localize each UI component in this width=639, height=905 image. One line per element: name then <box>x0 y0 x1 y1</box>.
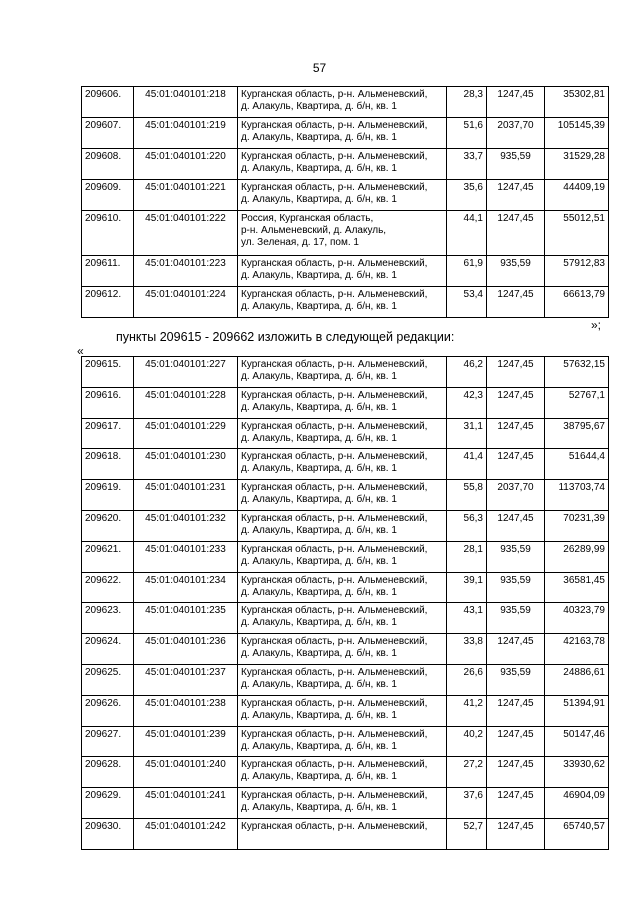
table-row <box>82 510 609 541</box>
table-row <box>82 634 609 665</box>
rate-value-cell: 1247,45 <box>487 695 545 726</box>
total-value-cell: 36581,45 <box>545 572 609 603</box>
table-row <box>82 287 609 318</box>
area-value-cell: 56,3 <box>447 510 487 541</box>
total-value-cell: 51394,91 <box>545 695 609 726</box>
rate-value-cell: 1247,45 <box>487 418 545 449</box>
area-value-cell: 33,7 <box>447 149 487 180</box>
rate-value-cell: 1247,45 <box>487 634 545 665</box>
row-number-cell: 209628. <box>82 757 134 788</box>
area-value-cell: 51,6 <box>447 118 487 149</box>
address-cell: Курганская область, р-н. Альменевский, д. Алакуль, Квартира, д. б/н, кв. 1 <box>238 149 447 180</box>
total-value-cell: 57912,83 <box>545 256 609 287</box>
rate-value-cell: 935,59 <box>487 149 545 180</box>
table-row <box>82 480 609 511</box>
address-cell: Курганская область, р-н. Альменевский, д. Алакуль, Квартира, д. б/н, кв. 1 <box>238 480 447 511</box>
rate-value-cell: 935,59 <box>487 541 545 572</box>
table-row <box>82 788 609 819</box>
cadastral-number-cell: 45:01:040101:228 <box>134 387 238 418</box>
row-number-cell: 209618. <box>82 449 134 480</box>
address-cell: Курганская область, р-н. Альменевский, д. Алакуль, Квартира, д. б/н, кв. 1 <box>238 788 447 819</box>
rate-value-cell: 1247,45 <box>487 726 545 757</box>
rate-value-cell: 1247,45 <box>487 757 545 788</box>
address-cell: Курганская область, р-н. Альменевский, д. Алакуль, Квартира, д. б/н, кв. 1 <box>238 603 447 634</box>
cadastral-number-cell: 45:01:040101:231 <box>134 480 238 511</box>
cadastral-number-cell: 45:01:040101:230 <box>134 449 238 480</box>
rate-value-cell: 1247,45 <box>487 211 545 256</box>
cadastral-number-cell: 45:01:040101:237 <box>134 664 238 695</box>
area-value-cell: 61,9 <box>447 256 487 287</box>
row-number-cell: 209625. <box>82 664 134 695</box>
area-value-cell: 55,8 <box>447 480 487 511</box>
cadastral-number-cell: 45:01:040101:242 <box>134 818 238 849</box>
address-cell: Курганская область, р-н. Альменевский, д. Алакуль, Квартира, д. б/н, кв. 1 <box>238 256 447 287</box>
cadastral-number-cell: 45:01:040101:227 <box>134 357 238 388</box>
address-cell: Курганская область, р-н. Альменевский, д. Алакуль, Квартира, д. б/н, кв. 1 <box>238 695 447 726</box>
total-value-cell: 26289,99 <box>545 541 609 572</box>
rate-value-cell: 1247,45 <box>487 387 545 418</box>
registry-table-2 <box>81 356 609 850</box>
table-row <box>82 149 609 180</box>
address-cell: Курганская область, р-н. Альменевский, д. Алакуль, Квартира, д. б/н, кв. 1 <box>238 87 447 118</box>
address-cell: Курганская область, р-н. Альменевский, д. Алакуль, Квартира, д. б/н, кв. 1 <box>238 287 447 318</box>
area-value-cell: 27,2 <box>447 757 487 788</box>
address-cell: Курганская область, р-н. Альменевский, д. Алакуль, Квартира, д. б/н, кв. 1 <box>238 664 447 695</box>
row-number-cell: 209621. <box>82 541 134 572</box>
rate-value-cell: 1247,45 <box>487 357 545 388</box>
row-number-cell: 209623. <box>82 603 134 634</box>
total-value-cell: 42163,78 <box>545 634 609 665</box>
cadastral-number-cell: 45:01:040101:229 <box>134 418 238 449</box>
table-row <box>82 757 609 788</box>
area-value-cell: 41,2 <box>447 695 487 726</box>
row-number-cell: 209622. <box>82 572 134 603</box>
cadastral-number-cell: 45:01:040101:220 <box>134 149 238 180</box>
cadastral-number-cell: 45:01:040101:235 <box>134 603 238 634</box>
cadastral-number-cell: 45:01:040101:241 <box>134 788 238 819</box>
table-row <box>82 818 609 849</box>
area-value-cell: 40,2 <box>447 726 487 757</box>
total-value-cell: 51644,4 <box>545 449 609 480</box>
address-cell: Курганская область, р-н. Альменевский, д. Алакуль, Квартира, д. б/н, кв. 1 <box>238 180 447 211</box>
total-value-cell: 46904,09 <box>545 788 609 819</box>
total-value-cell: 44409,19 <box>545 180 609 211</box>
address-cell: Курганская область, р-н. Альменевский, <box>238 818 447 849</box>
rate-value-cell: 935,59 <box>487 256 545 287</box>
total-value-cell: 113703,74 <box>545 480 609 511</box>
table-row <box>82 726 609 757</box>
area-value-cell: 43,1 <box>447 603 487 634</box>
area-value-cell: 37,6 <box>447 788 487 819</box>
address-cell: Курганская область, р-н. Альменевский, д. Алакуль, Квартира, д. б/н, кв. 1 <box>238 357 447 388</box>
row-number-cell: 209610. <box>82 211 134 256</box>
opening-quote: « <box>77 344 84 358</box>
address-cell: Курганская область, р-н. Альменевский, д. Алакуль, Квартира, д. б/н, кв. 1 <box>238 726 447 757</box>
cadastral-number-cell: 45:01:040101:219 <box>134 118 238 149</box>
row-number-cell: 209627. <box>82 726 134 757</box>
row-number-cell: 209608. <box>82 149 134 180</box>
total-value-cell: 105145,39 <box>545 118 609 149</box>
cadastral-number-cell: 45:01:040101:239 <box>134 726 238 757</box>
address-cell: Курганская область, р-н. Альменевский, д. Алакуль, Квартира, д. б/н, кв. 1 <box>238 387 447 418</box>
total-value-cell: 33930,62 <box>545 757 609 788</box>
address-cell: Курганская область, р-н. Альменевский, д. Алакуль, Квартира, д. б/н, кв. 1 <box>238 118 447 149</box>
rate-value-cell: 1247,45 <box>487 788 545 819</box>
rate-value-cell: 1247,45 <box>487 180 545 211</box>
address-cell: Курганская область, р-н. Альменевский, д. Алакуль, Квартира, д. б/н, кв. 1 <box>238 510 447 541</box>
rate-value-cell: 1247,45 <box>487 510 545 541</box>
registry-table-1 <box>81 86 609 318</box>
total-value-cell: 35302,81 <box>545 87 609 118</box>
total-value-cell: 38795,67 <box>545 418 609 449</box>
closing-quote: »; <box>591 318 602 332</box>
row-number-cell: 209612. <box>82 287 134 318</box>
rate-value-cell: 1247,45 <box>487 818 545 849</box>
area-value-cell: 31,1 <box>447 418 487 449</box>
table-row <box>82 357 609 388</box>
page-number: 57 <box>312 61 327 75</box>
row-number-cell: 209607. <box>82 118 134 149</box>
table-row <box>82 87 609 118</box>
address-cell: Россия, Курганская область, р-н. Альменевский, д. Алакуль, ул. Зеленая, д. 17, пом. 1 <box>238 211 447 256</box>
cadastral-number-cell: 45:01:040101:238 <box>134 695 238 726</box>
table-row <box>82 418 609 449</box>
area-value-cell: 53,4 <box>447 287 487 318</box>
table-row <box>82 449 609 480</box>
cadastral-number-cell: 45:01:040101:222 <box>134 211 238 256</box>
cadastral-number-cell: 45:01:040101:233 <box>134 541 238 572</box>
area-value-cell: 26,6 <box>447 664 487 695</box>
cadastral-number-cell: 45:01:040101:221 <box>134 180 238 211</box>
area-value-cell: 33,8 <box>447 634 487 665</box>
table-row <box>82 603 609 634</box>
rate-value-cell: 1247,45 <box>487 449 545 480</box>
address-cell: Курганская область, р-н. Альменевский, д. Алакуль, Квартира, д. б/н, кв. 1 <box>238 757 447 788</box>
cadastral-number-cell: 45:01:040101:232 <box>134 510 238 541</box>
table-row <box>82 695 609 726</box>
rate-value-cell: 2037,70 <box>487 118 545 149</box>
cadastral-number-cell: 45:01:040101:218 <box>134 87 238 118</box>
area-value-cell: 35,6 <box>447 180 487 211</box>
area-value-cell: 46,2 <box>447 357 487 388</box>
address-cell: Курганская область, р-н. Альменевский, д. Алакуль, Квартира, д. б/н, кв. 1 <box>238 541 447 572</box>
total-value-cell: 55012,51 <box>545 211 609 256</box>
cadastral-number-cell: 45:01:040101:240 <box>134 757 238 788</box>
address-cell: Курганская область, р-н. Альменевский, д. Алакуль, Квартира, д. б/н, кв. 1 <box>238 634 447 665</box>
address-cell: Курганская область, р-н. Альменевский, д. Алакуль, Квартира, д. б/н, кв. 1 <box>238 572 447 603</box>
total-value-cell: 31529,28 <box>545 149 609 180</box>
row-number-cell: 209611. <box>82 256 134 287</box>
rate-value-cell: 935,59 <box>487 603 545 634</box>
area-value-cell: 41,4 <box>447 449 487 480</box>
amendment-instruction: пункты 209615 - 209662 изложить в следующей редакции: <box>116 330 455 344</box>
rate-value-cell: 2037,70 <box>487 480 545 511</box>
row-number-cell: 209606. <box>82 87 134 118</box>
area-value-cell: 52,7 <box>447 818 487 849</box>
total-value-cell: 52767,1 <box>545 387 609 418</box>
area-value-cell: 44,1 <box>447 211 487 256</box>
area-value-cell: 28,3 <box>447 87 487 118</box>
table-row <box>82 664 609 695</box>
row-number-cell: 209615. <box>82 357 134 388</box>
table-row <box>82 118 609 149</box>
row-number-cell: 209609. <box>82 180 134 211</box>
total-value-cell: 65740,57 <box>545 818 609 849</box>
address-cell: Курганская область, р-н. Альменевский, д. Алакуль, Квартира, д. б/н, кв. 1 <box>238 418 447 449</box>
table-row <box>82 387 609 418</box>
total-value-cell: 70231,39 <box>545 510 609 541</box>
address-cell: Курганская область, р-н. Альменевский, д. Алакуль, Квартира, д. б/н, кв. 1 <box>238 449 447 480</box>
total-value-cell: 57632,15 <box>545 357 609 388</box>
cadastral-number-cell: 45:01:040101:223 <box>134 256 238 287</box>
table-row <box>82 572 609 603</box>
table-row <box>82 211 609 256</box>
row-number-cell: 209629. <box>82 788 134 819</box>
row-number-cell: 209616. <box>82 387 134 418</box>
rate-value-cell: 1247,45 <box>487 287 545 318</box>
row-number-cell: 209626. <box>82 695 134 726</box>
table-row <box>82 180 609 211</box>
row-number-cell: 209624. <box>82 634 134 665</box>
area-value-cell: 28,1 <box>447 541 487 572</box>
rate-value-cell: 935,59 <box>487 664 545 695</box>
total-value-cell: 24886,61 <box>545 664 609 695</box>
cadastral-number-cell: 45:01:040101:224 <box>134 287 238 318</box>
rate-value-cell: 1247,45 <box>487 87 545 118</box>
table-row <box>82 541 609 572</box>
table-row <box>82 256 609 287</box>
total-value-cell: 50147,46 <box>545 726 609 757</box>
total-value-cell: 66613,79 <box>545 287 609 318</box>
area-value-cell: 39,1 <box>447 572 487 603</box>
row-number-cell: 209620. <box>82 510 134 541</box>
area-value-cell: 42,3 <box>447 387 487 418</box>
total-value-cell: 40323,79 <box>545 603 609 634</box>
cadastral-number-cell: 45:01:040101:236 <box>134 634 238 665</box>
rate-value-cell: 935,59 <box>487 572 545 603</box>
cadastral-number-cell: 45:01:040101:234 <box>134 572 238 603</box>
row-number-cell: 209619. <box>82 480 134 511</box>
row-number-cell: 209630. <box>82 818 134 849</box>
row-number-cell: 209617. <box>82 418 134 449</box>
